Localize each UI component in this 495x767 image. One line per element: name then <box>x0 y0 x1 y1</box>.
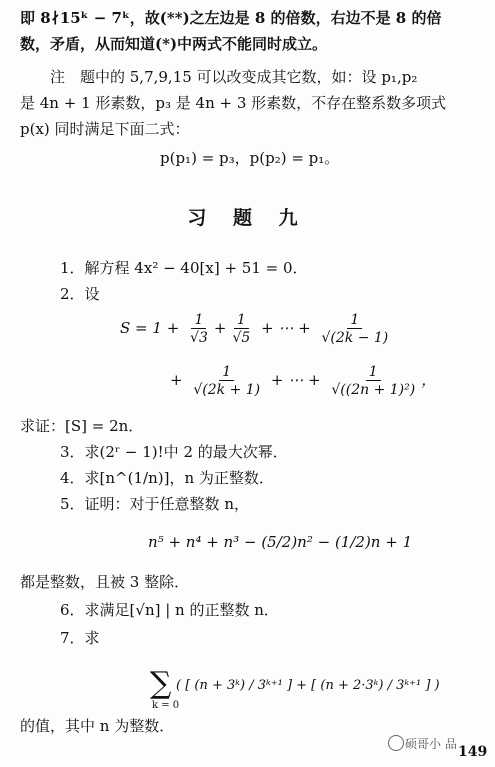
frac-num: 1 <box>219 364 234 381</box>
note-equation: p(p₁) = p₃，p(p₂) = p₁。 <box>160 149 340 167</box>
problem-7: 7．求 <box>60 629 100 647</box>
frac-den: √5 <box>232 329 251 346</box>
frac-1-sqrt2k1 <box>190 364 263 399</box>
eq1-ellipsis: + ⋯ + <box>256 319 316 337</box>
watermark: 硕哥小 品 <box>405 737 457 751</box>
problem-2-proof: 求证：[S] = 2n． <box>20 417 144 435</box>
problem-5: 5．证明：对于任意整数 n， <box>60 495 249 513</box>
frac-1-sqrt3 <box>187 312 211 347</box>
section-title: 习 题 九 <box>187 207 308 229</box>
problem-6: 6．求满足[√n] | n 的正整数 n． <box>60 601 279 619</box>
frac-num: 1 <box>191 312 206 329</box>
eq2-ellipsis: + ⋯ + <box>266 371 326 389</box>
eq1-prefix: S = 1 + <box>120 319 185 337</box>
frac-1-sqrt2k-1 <box>318 312 391 347</box>
sigma-lower-limit: k = 0 <box>152 700 180 711</box>
frac-num: 1 <box>347 312 362 329</box>
frac-num: 1 <box>366 364 381 381</box>
frac-den: √((2n + 1)²) <box>331 381 416 398</box>
problem-5-equation: n⁵ + n⁴ + n³ − (5/2)n² − (1/2)n + 1 <box>148 533 413 551</box>
frac-den: √(2k − 1) <box>321 329 389 346</box>
frac-1-sqrt2n1sq <box>328 364 418 399</box>
frac-den: √(2k + 1) <box>193 381 261 398</box>
problem-7-tail: 的值，其中 n 为整数． <box>20 717 175 735</box>
problem-2-equation-2: + $\frac{1}{√(2k + 1)}$ + ⋯ + $\frac{1}{\text{√((2n + 1)²)}}$ ， <box>170 363 437 398</box>
sum-body: ( [ (n + 3ᵏ) / 3ᵏ⁺¹ ] + [ (n + 2·3ᵏ) / 3ᵏ⁺¹ ] ) <box>176 678 440 693</box>
problem-2-equation-1: S = 1 + $\frac{1}{√3}$ + $\frac{1}{√5}$ + ⋯ + $\frac{1}{√(2k - 1)}$ <box>120 310 394 347</box>
note-line-1: 注 题中的 5,7,9,15 可以改变成其它数，如：设 p₁,p₂ <box>50 68 418 86</box>
frac-den: √3 <box>190 329 208 346</box>
eq2-prefix: + <box>170 371 188 389</box>
wechat-icon <box>388 735 404 751</box>
text-line-1: 即 8∤15ᵏ − 7ᵏ，故(**)之左边是 8 的倍数，右边不是 8 的倍 <box>20 9 442 27</box>
page-number: 149 <box>458 744 488 760</box>
problem-3: 3．求(2ʳ − 1)!中 2 的最大次幂． <box>60 443 288 461</box>
problem-5-tail: 都是整数，且被 3 整除． <box>20 573 190 591</box>
frac-1-sqrt5 <box>229 312 253 347</box>
problem-2: 2．设 <box>60 285 100 303</box>
problem-1: 1．解方程 4x² − 40[x] + 51 = 0． <box>60 259 308 277</box>
frac-num: 1 <box>234 312 249 329</box>
note-line-3: p(x) 同时满足下面二式： <box>20 120 190 138</box>
note-line-2: 是 4n + 1 形素数，p₃ 是 4n + 3 形素数，不存在整系数多项式 <box>20 94 447 112</box>
problem-7-sum <box>150 666 440 714</box>
problem-4: 4．求[n^(1/n)]，n 为正整数． <box>60 469 274 487</box>
text-line-2: 数，矛盾，从而知道(*)中两式不能同时成立。 <box>20 35 328 53</box>
sigma-symbol: ∑ <box>150 666 172 701</box>
